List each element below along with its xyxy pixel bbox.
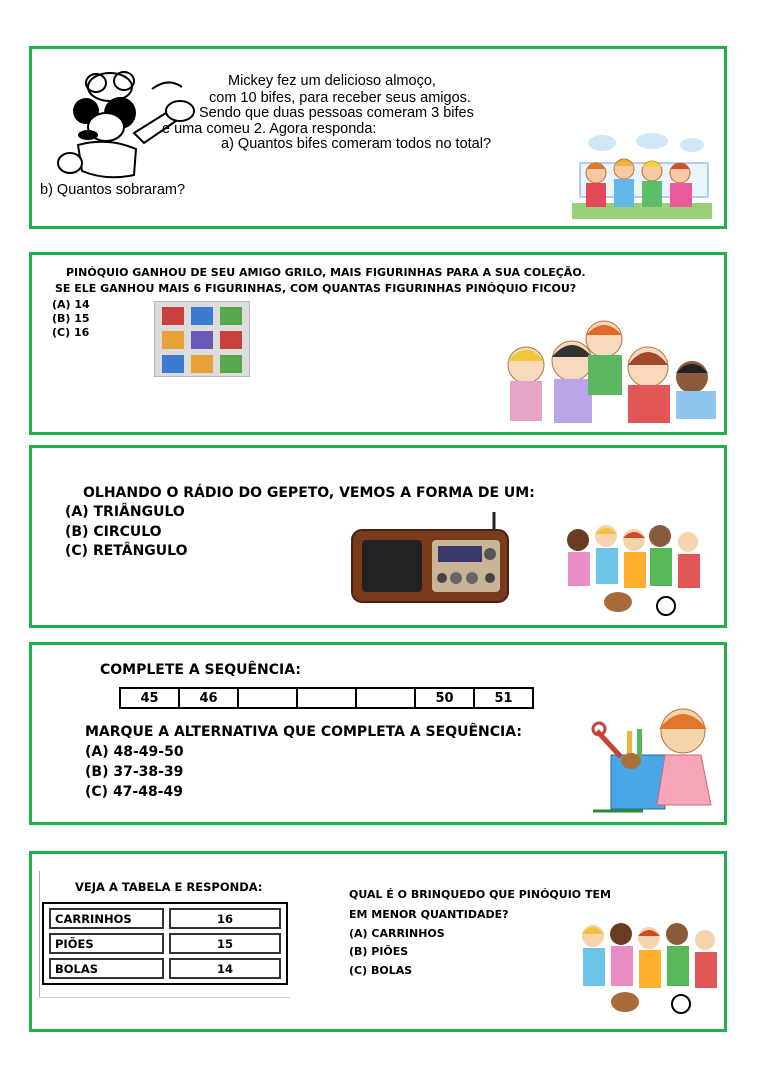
table-row <box>49 933 281 954</box>
q2-option-c: (C) 16 <box>52 326 90 339</box>
sequence-cell: 51 <box>474 688 533 708</box>
q3-option-b: (B) CIRCULO <box>65 524 162 540</box>
sequence-cell: 45 <box>120 688 179 708</box>
q4-option-b: (B) 37-38-39 <box>85 764 184 780</box>
sequence-cell: 46 <box>179 688 238 708</box>
q2-line-1: PINÓQUIO GANHOU DE SEU AMIGO GRILO, MAIS FIGURINHAS PARA A SUA COLEÇÃO. <box>66 266 586 279</box>
q1-question-a: a) Quantos bifes comeram todos no total? <box>221 136 492 152</box>
q1-line-2: com 10 bifes, para receber seus amigos. <box>209 90 471 106</box>
children-playing-illustration-2 <box>577 918 723 1018</box>
q4-option-c: (C) 47-48-49 <box>85 784 184 800</box>
question-box-5 <box>29 851 727 1032</box>
sticker-album-illustration <box>154 301 250 377</box>
toy-count-cell: 14 <box>169 958 281 979</box>
table-row <box>49 908 281 929</box>
q3-title: OLHANDO O RÁDIO DO GEPETO, VEMOS A FORMA DE UM: <box>83 485 535 501</box>
sequence-table <box>119 687 534 709</box>
q1-line-4: e uma comeu 2. Agora responda: <box>162 121 377 137</box>
toy-count-cell: 15 <box>169 933 281 954</box>
q5-option-a: (A) CARRINHOS <box>349 927 445 940</box>
question-box-3 <box>29 445 727 628</box>
table-row <box>49 958 281 979</box>
q2-line-2: SE ELE GANHOU MAIS 6 FIGURINHAS, COM QUANTAS FIGURINHAS PINÓQUIO FICOU? <box>55 282 577 295</box>
sequence-cell[interactable] <box>356 688 415 708</box>
q5-question-line-1: QUAL É O BRINQUEDO QUE PINÓQUIO TEM <box>349 888 611 901</box>
children-playing-illustration <box>560 522 708 618</box>
sequence-cell: 50 <box>415 688 474 708</box>
girl-with-crafts-illustration <box>587 701 719 819</box>
q4-prompt: MARQUE A ALTERNATIVA QUE COMPLETA A SEQUÊNCIA: <box>85 724 522 740</box>
q5-option-c: (C) BOLAS <box>349 964 413 977</box>
toy-name-cell: CARRINHOS <box>49 908 164 929</box>
children-sitting-illustration <box>572 133 712 225</box>
children-group-illustration <box>500 315 722 433</box>
radio-illustration <box>346 510 514 606</box>
q2-option-b: (B) 15 <box>52 312 90 325</box>
q5-table-title: VEJA A TABELA E RESPONDA: <box>75 880 263 894</box>
question-box-2 <box>29 252 727 435</box>
q1-line-3: Sendo que duas pessoas comeram 3 bifes <box>199 105 474 121</box>
toy-name-cell: PIÕES <box>49 933 164 954</box>
toy-name-cell: BOLAS <box>49 958 164 979</box>
q1-question-b: b) Quantos sobraram? <box>40 182 186 198</box>
sequence-cell[interactable] <box>297 688 356 708</box>
q5-question-line-2: EM MENOR QUANTIDADE? <box>349 908 509 921</box>
sequence-row <box>120 688 533 708</box>
q3-option-a: (A) TRIÂNGULO <box>65 504 185 520</box>
q1-line-1: Mickey fez um delicioso almoço, <box>228 73 436 89</box>
question-box-1 <box>29 46 727 229</box>
q5-option-b: (B) PIÕES <box>349 945 409 958</box>
toys-table <box>42 902 288 985</box>
toy-count-cell: 16 <box>169 908 281 929</box>
question-box-4 <box>29 642 727 825</box>
q2-option-a: (A) 14 <box>52 298 90 311</box>
q4-title: COMPLETE A SEQUÊNCIA: <box>100 662 301 678</box>
q3-option-c: (C) RETÂNGULO <box>65 543 188 559</box>
sequence-cell[interactable] <box>238 688 297 708</box>
q4-option-a: (A) 48-49-50 <box>85 744 184 760</box>
